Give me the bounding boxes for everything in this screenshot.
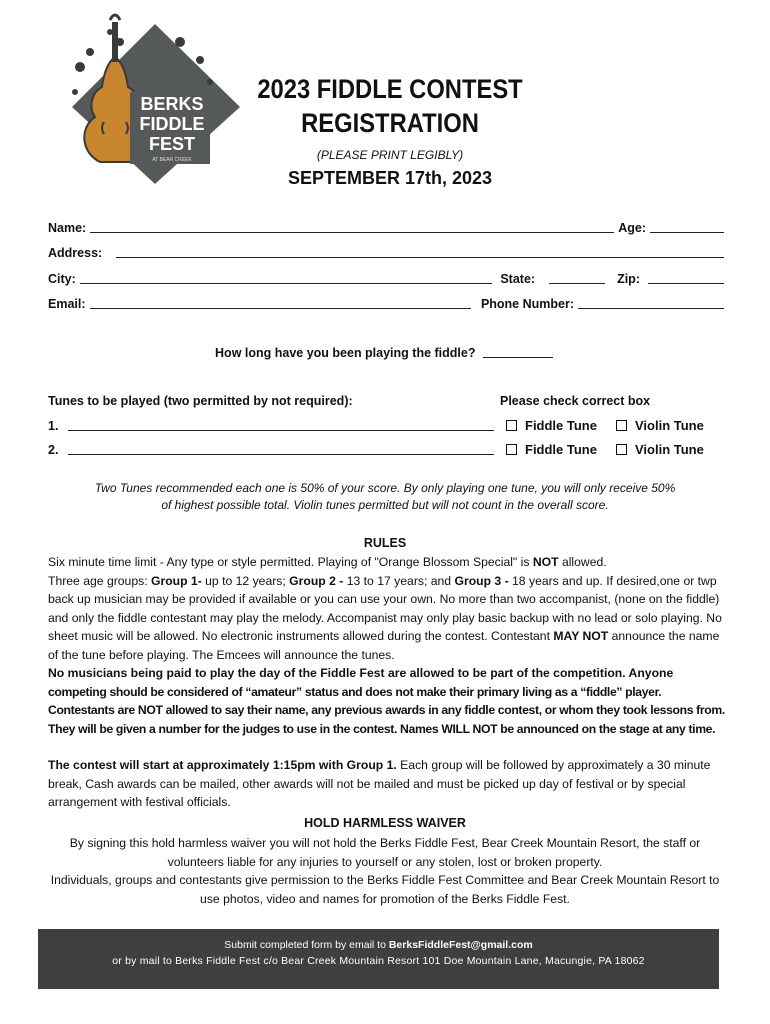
years-playing-label: How long have you been playing the fiddle? xyxy=(215,346,476,360)
rules-text-span: announce the name of the tune before playing. The Emcees will announce the tunes. xyxy=(48,629,720,662)
email-phone-row xyxy=(48,296,724,311)
start-time-emphasis: The contest will start at approximately 1:15pm with Group 1. xyxy=(48,758,397,772)
rules-paragraph-1 xyxy=(48,553,728,572)
rules-text-span: Six minute time limit - Any type or style permitted. Playing of "Orange Blossom Special" is xyxy=(48,555,533,569)
state-label: State: xyxy=(500,272,536,286)
state-field[interactable] xyxy=(549,271,605,284)
tune-2-fiddle-option[interactable] xyxy=(506,442,597,457)
title-line-2: REGISTRATION xyxy=(301,108,479,138)
tune-1-field[interactable] xyxy=(68,418,494,431)
tune-2-field[interactable] xyxy=(68,442,494,455)
rules-text xyxy=(48,553,728,812)
submission-footer xyxy=(38,929,719,989)
check-box-heading: Please check correct box xyxy=(500,394,651,408)
address-label: Address: xyxy=(48,246,103,260)
footer-email-line xyxy=(38,939,719,951)
rules-paragraph-2 xyxy=(48,572,728,665)
print-legibly-note: (PLEASE PRINT LEGIBLY) xyxy=(316,148,464,162)
address-field[interactable] xyxy=(116,245,724,258)
scoring-note-line-1: Two Tunes recommended each one is 50% of your score. By only playing one tune, you will only receive 50% xyxy=(94,481,676,495)
rules-text-span: Three age groups: xyxy=(48,573,151,588)
footer-email-link[interactable]: BerksFiddleFest@gmail.com xyxy=(388,939,533,951)
rules-text-span: allowed. xyxy=(558,555,607,569)
rules-text-span: 18 years and up. If desired,one or twp back up musician may be provided if available or you can use your own. No more than two accompanist, (none on the fiddle) and only the fiddle contestant may play the melody. Accompanist may only play basic backup with no lead or solo playing. No sheet music will be allowed. No electronic instruments allowed during the contest. Contestant xyxy=(48,573,722,643)
footer-email-prefix: Submit completed form by email to xyxy=(224,939,389,951)
berks-fiddle-fest-logo xyxy=(60,12,250,192)
name-label: Name: xyxy=(48,221,87,235)
city-state-zip-row xyxy=(48,271,724,286)
age-field[interactable] xyxy=(650,220,724,233)
name-age-row xyxy=(48,220,724,235)
email-label: Email: xyxy=(48,297,86,311)
tune-row-1 xyxy=(48,418,498,433)
address-row xyxy=(48,245,724,260)
footer-mail-line: or by mail to Berks Fiddle Fest c/o Bear Creek Mountain Resort 101 Doe Mountain Lane, Macungie, PA 18062 xyxy=(112,955,645,967)
email-field[interactable] xyxy=(90,296,471,309)
waiver-paragraph-1: By signing this hold harmless waiver you will not hold the Berks Fiddle Fest, Bear Creek Mountain Resort, the staff or volunteers liable for any injuries to yourself or any stolen, lost or broken property. xyxy=(69,836,701,869)
waiver-text xyxy=(40,834,730,908)
start-time-text: Each group will be followed by approximately a 30 minute break, Cash awards can be mailed, other awards will not be mailed and must be picked up day of festival or by special arrangement with festival officials. xyxy=(48,758,711,809)
rules-not-emphasis: NOT xyxy=(532,555,559,569)
group-2-label: Group 2 - xyxy=(289,573,344,588)
checkbox-icon[interactable] xyxy=(506,444,517,455)
title-line-1: 2023 FIDDLE CONTEST xyxy=(257,74,523,104)
rules-heading: RULES xyxy=(363,536,407,550)
group-3-label: Group 3 - xyxy=(454,573,509,588)
name-field[interactable] xyxy=(90,220,614,233)
rules-text-span: up to 12 years; xyxy=(201,573,290,588)
age-label: Age: xyxy=(618,221,646,235)
tune-1-violin-option[interactable] xyxy=(616,418,704,433)
tune-2-number: 2. xyxy=(48,443,59,457)
phone-label: Phone Number: xyxy=(480,297,574,311)
start-time-paragraph xyxy=(48,756,728,812)
waiver-paragraph-2: Individuals, groups and contestants give permission to the Berks Fiddle Fest Committee and Bear Creek Mountain Resort to use photos, video and names for promotion of the Berks Fiddle Fest. xyxy=(50,873,720,906)
paid-musician-rule-line-1: No musicians being paid to play the day of the Fiddle Fest are allowed to be part of the competition. Anyone xyxy=(48,666,674,680)
fiddle-tune-label: Fiddle Tune xyxy=(525,418,597,433)
group-1-label: Group 1- xyxy=(150,573,202,588)
waiver-heading: HOLD HARMLESS WAIVER xyxy=(304,816,466,830)
scoring-note-line-2: of highest possible total. Violin tunes permitted but will not count in the overall score. xyxy=(161,498,609,512)
logo-text-fest: FEST xyxy=(148,134,196,154)
tune-2-violin-option[interactable] xyxy=(616,442,704,457)
logo-text-fiddle: FIDDLE xyxy=(139,114,205,134)
scoring-note xyxy=(60,480,710,514)
fiddle-tune-label: Fiddle Tune xyxy=(525,442,597,457)
logo-text-berks: BERKS xyxy=(140,94,204,114)
contest-date: SEPTEMBER 17th, 2023 xyxy=(287,168,493,188)
violin-tune-label: Violin Tune xyxy=(635,442,704,457)
tunes-heading: Tunes to be played (two permitted by not required): xyxy=(48,394,353,408)
city-label: City: xyxy=(48,272,76,286)
tune-1-number: 1. xyxy=(48,419,59,433)
may-not-emphasis: MAY NOT xyxy=(553,629,609,643)
checkbox-icon[interactable] xyxy=(506,420,517,431)
violin-tune-label: Violin Tune xyxy=(635,418,704,433)
tune-row-2 xyxy=(48,442,498,457)
logo-text-tag: AT BEAR CREEK xyxy=(152,157,192,163)
phone-field[interactable] xyxy=(578,296,724,309)
years-playing-field[interactable] xyxy=(483,345,553,358)
rules-text-span: 13 to 17 years; and xyxy=(343,573,455,588)
tune-1-fiddle-option[interactable] xyxy=(506,418,597,433)
years-playing-question xyxy=(48,345,724,360)
checkbox-icon[interactable] xyxy=(616,444,627,455)
city-field[interactable] xyxy=(80,271,493,284)
zip-label: Zip: xyxy=(617,272,640,286)
checkbox-icon[interactable] xyxy=(616,420,627,431)
amateur-status-rule: competing should be considered of “amateur” status and does not make their primary living as a “fiddle” player. Contestants are NOT allowed to say their name, any previous awards in any fiddle contest, or whom they took lessons from. They will be given a number for the judges to use in the contest. Names WILL NOT be announced on the stage at any time. xyxy=(48,684,725,736)
zip-field[interactable] xyxy=(648,271,724,284)
